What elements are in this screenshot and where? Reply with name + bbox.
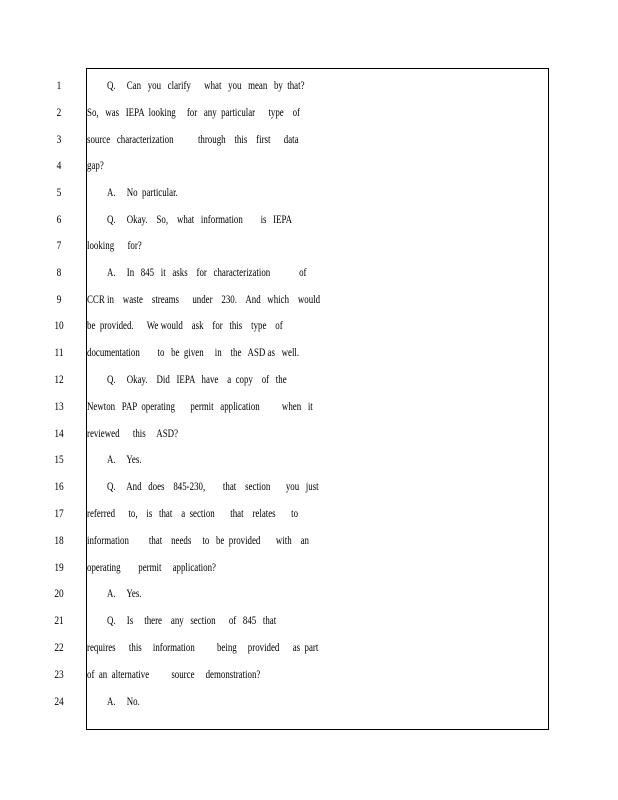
transcript-line: requires this information being provided as part [87, 640, 319, 654]
transcript-line: Q. Can you clarify what you mean by that? [107, 78, 305, 92]
transcript-line: looking for? [87, 238, 142, 252]
transcript-line: Q. Okay. Did IEPA have a copy of the [107, 372, 287, 386]
line-number: 23 [54, 667, 64, 681]
line-number: 10 [54, 318, 64, 332]
transcript-line: A. No particular. [107, 185, 178, 199]
transcript-line: reviewed this ASD? [87, 426, 179, 440]
line-number: 24 [54, 694, 64, 708]
line-number: 16 [54, 479, 64, 493]
transcript-line: gap? [87, 158, 104, 172]
line-number: 1 [56, 78, 62, 92]
transcript-line: A. Yes. [107, 452, 142, 466]
transcript-line: referred to, is that a section that relates to [87, 506, 299, 520]
line-number: 7 [56, 238, 62, 252]
transcript-line: information that needs to be provided with an [87, 533, 309, 547]
line-number: 2 [56, 105, 62, 119]
transcript-line: documentation to be given in the ASD as well. [87, 345, 300, 359]
line-number: 17 [54, 506, 64, 520]
transcript-line: A. Yes. [107, 586, 142, 600]
transcript-line: of an alternative source demonstration? [87, 667, 261, 681]
line-number: 19 [54, 560, 64, 574]
line-number: 13 [54, 399, 64, 413]
line-number: 8 [56, 265, 62, 279]
line-number: 6 [56, 212, 62, 226]
line-number: 20 [54, 586, 64, 600]
line-number: 3 [56, 132, 62, 146]
line-number: 4 [56, 158, 62, 172]
line-number: 21 [54, 613, 64, 627]
line-number: 5 [56, 185, 62, 199]
line-number: 14 [54, 426, 64, 440]
line-number: 15 [54, 452, 64, 466]
transcript-line: Q. And does 845-230, that section you just [107, 479, 319, 493]
transcript-line: So, was IEPA looking for any particular type of [87, 105, 301, 119]
transcript-line: source characterization through this first data [87, 132, 299, 146]
transcript-line: A. No. [107, 694, 140, 708]
transcript-line: Q. Is there any section of 845 that [107, 613, 277, 627]
line-number: 18 [54, 533, 64, 547]
line-number: 9 [56, 292, 62, 306]
transcript-line: A. In 845 it asks for characterization of [107, 265, 307, 279]
transcript-line: Q. Okay. So, what information is IEPA [107, 212, 293, 226]
transcript-line: CCR in waste streams under 230. And which would [87, 292, 321, 306]
transcript-line: operating permit application? [87, 560, 216, 574]
transcript-line: be provided. We would ask for this type of [87, 318, 283, 332]
transcript-line: Newton PAP operating permit application when it [87, 399, 313, 413]
line-number: 11 [54, 345, 64, 359]
line-number: 12 [54, 372, 64, 386]
line-number: 22 [54, 640, 64, 654]
